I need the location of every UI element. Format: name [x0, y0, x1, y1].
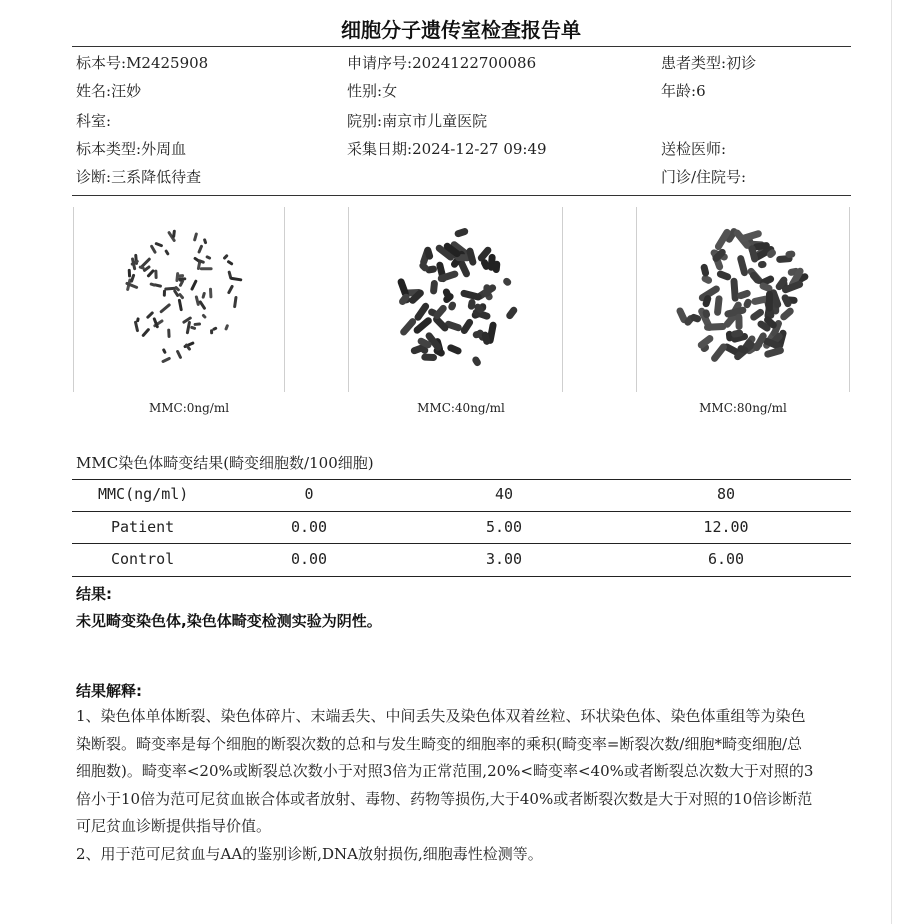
patient-value-80: 12.00: [703, 518, 749, 536]
sex-field: 性别:女: [347, 82, 398, 100]
name-field: 姓名:汪妙: [76, 82, 142, 100]
diagnosis-field: 诊断:三系降低待查: [76, 168, 202, 186]
chromosome-mark: [203, 238, 208, 245]
chromosome-mark: [193, 322, 201, 326]
chromosome-mark: [195, 295, 200, 306]
chromosome-mark: [172, 230, 176, 239]
chromosome-mark: [205, 255, 211, 260]
chromosome-mark: [178, 299, 183, 312]
table-bottom-line: [72, 576, 851, 577]
chromosome-mark: [730, 277, 739, 301]
chromosome-mark: [785, 250, 795, 258]
patient-value-40: 5.00: [485, 518, 523, 536]
chromosome-mark: [190, 279, 198, 291]
chromosome-mark: [149, 282, 156, 287]
chromosome-mark: [164, 249, 170, 256]
patient-value-0: 0.00: [290, 518, 328, 536]
sample-no-field: 标本号:M2425908: [76, 54, 209, 72]
row-label-control: Control: [111, 550, 175, 568]
doctor-field: 送检医师:: [661, 140, 727, 158]
chromosome-mark: [193, 232, 198, 241]
row-label-patient: Patient: [111, 518, 175, 536]
request-no-field: 申请序号:2024122700086: [347, 54, 537, 72]
sample-no-value: M2425908: [126, 54, 209, 72]
chromosome-mark: [227, 284, 234, 294]
chromosome-mark: [161, 356, 171, 363]
chromosome-mark: [162, 348, 167, 354]
control-value-40: 3.00: [485, 550, 523, 568]
chromosome-mark: [710, 342, 729, 363]
name-value: 汪妙: [111, 82, 142, 100]
chromosome-mark: [421, 354, 437, 362]
chromosome-mark: [454, 227, 469, 238]
chromosome-mark: [197, 244, 203, 254]
interpretation-paragraph-2: 2、用于范可尼贫血与AA的鉴别诊断,DNA放射损伤,细胞毒性检测等。: [76, 844, 543, 863]
chromosome-mark: [779, 306, 795, 322]
image-caption-80: MMC:80ng/ml: [699, 401, 787, 415]
control-value-0: 0.00: [290, 550, 328, 568]
chromosome-mark: [134, 321, 140, 333]
table-header-80: 80: [716, 485, 736, 503]
table-header-line: [72, 511, 851, 512]
chromosome-mark: [758, 261, 767, 269]
chromosome-mark: [200, 267, 213, 270]
chromosome-mark: [176, 350, 183, 360]
page-edge: [891, 0, 892, 924]
chromosome-mark: [141, 328, 150, 338]
chromosome-mark: [167, 329, 170, 338]
chromosome-mark: [505, 305, 519, 320]
chromosome-mark: [716, 270, 732, 282]
diagnosis-value: 三系降低待查: [111, 168, 202, 186]
patient-type-field: 患者类型:初诊: [661, 54, 757, 72]
request-no-value: 2024122700086: [412, 54, 537, 72]
chromosome-mark: [190, 326, 197, 331]
chromosome-mark: [714, 295, 723, 316]
chromosome-mark: [736, 254, 748, 277]
chromosome-mark: [446, 343, 462, 355]
collect-date-value: 2024-12-27 09:49: [412, 140, 547, 158]
aberration-table-title: MMC染色体畸变结果(畸变细胞数/100细胞): [76, 454, 374, 472]
chromosome-mark: [163, 290, 166, 297]
chromosome-mark: [128, 269, 131, 278]
chromosome-mark: [233, 296, 238, 308]
chromosome-mark: [201, 313, 207, 319]
table-header-0: 0: [304, 485, 314, 503]
chromosome-mark: [749, 308, 765, 322]
table-header-40: 40: [494, 485, 514, 503]
chromosome-mark: [766, 291, 773, 312]
report-title: 细胞分子遗传室检查报告单: [341, 18, 581, 42]
age-value: 6: [696, 82, 706, 100]
chromosome-mark: [230, 277, 243, 282]
chromosome-mark: [704, 323, 727, 331]
chromosome-mark: [222, 254, 228, 260]
interpretation-heading: 结果解释:: [76, 682, 142, 700]
department-field: 科室:: [76, 112, 112, 130]
sample-type-value: 外周血: [141, 140, 187, 158]
interpretation-paragraph-1: 1、染色体单体断裂、染色体碎片、末端丢失、中间丢失及染色体双着丝粒、环状染色体、染色体重组等为染色染断裂。畸变率是每个细胞的断裂次数的总和与发生畸变的细胞率的乘积(畸变率=断裂次数/细胞*畸变细胞/总细胞数)。畸变率<20%或断裂总次数小于对照3倍为正常范围,20%<畸变率<40%或者断裂总次数大于对照的3倍小于10倍为范可尼贫血嵌合体或者放射、毒物、药物等损伤,大于40%或者断裂次数是大于对照的10倍诊断范可尼贫血诊断提供指导价值。: [76, 707, 814, 835]
chromosome-mark: [502, 276, 513, 287]
age-field: 年龄:6: [661, 82, 706, 100]
hospital-field: 院别:南京市儿童医院: [347, 112, 488, 130]
image-caption-0: MMC:0ng/ml: [148, 401, 230, 415]
metaphase-image-0: [72, 207, 286, 392]
image-caption-40: MMC:40ng/ml: [417, 401, 505, 415]
chromosome-mark: [399, 317, 418, 337]
header-divider: [72, 195, 851, 196]
patient-type-value: 初诊: [726, 54, 757, 72]
chromosome-spread-80ng: [636, 207, 850, 392]
chromosome-mark: [154, 270, 157, 279]
chromosome-mark: [154, 242, 163, 248]
collect-date-field: 采集日期:2024-12-27 09:49: [347, 140, 547, 158]
chromosome-mark: [700, 263, 710, 277]
hospital-value: 南京市儿童医院: [382, 112, 488, 130]
table-top-line: [72, 479, 851, 480]
chromosome-mark: [146, 269, 155, 278]
result-text: 未见畸变染色体,染色体畸变检测实验为阴性。: [76, 612, 382, 630]
metaphase-image-40: [348, 207, 563, 392]
interpretation-body: [76, 703, 816, 868]
table-row-line: [72, 543, 851, 544]
chromosome-mark: [201, 292, 206, 299]
clinic-no-field: 门诊/住院号:: [661, 168, 747, 186]
result-heading: 结果:: [76, 585, 112, 603]
chromosome-mark: [175, 272, 179, 282]
control-value-80: 6.00: [707, 550, 745, 568]
sex-value: 女: [382, 82, 398, 100]
table-header-mmc: MMC(ng/ml): [98, 485, 189, 503]
chromosome-mark: [735, 314, 742, 330]
chromosome-mark: [483, 284, 490, 297]
chromosome-mark: [471, 355, 482, 367]
chromosome-mark: [150, 244, 157, 254]
chromosome-mark: [159, 303, 171, 314]
metaphase-image-80: [636, 207, 850, 392]
chromosome-mark: [209, 288, 213, 299]
chromosome-spread-40ng: [348, 207, 563, 392]
sample-type-field: 标本类型:外周血: [76, 140, 187, 158]
chromosome-spread-0ng: [72, 207, 286, 392]
chromosome-mark: [430, 280, 438, 295]
chromosome-mark: [226, 260, 233, 266]
chromosome-mark: [459, 318, 474, 336]
title-divider: [72, 46, 851, 47]
chromosome-mark: [224, 324, 229, 331]
